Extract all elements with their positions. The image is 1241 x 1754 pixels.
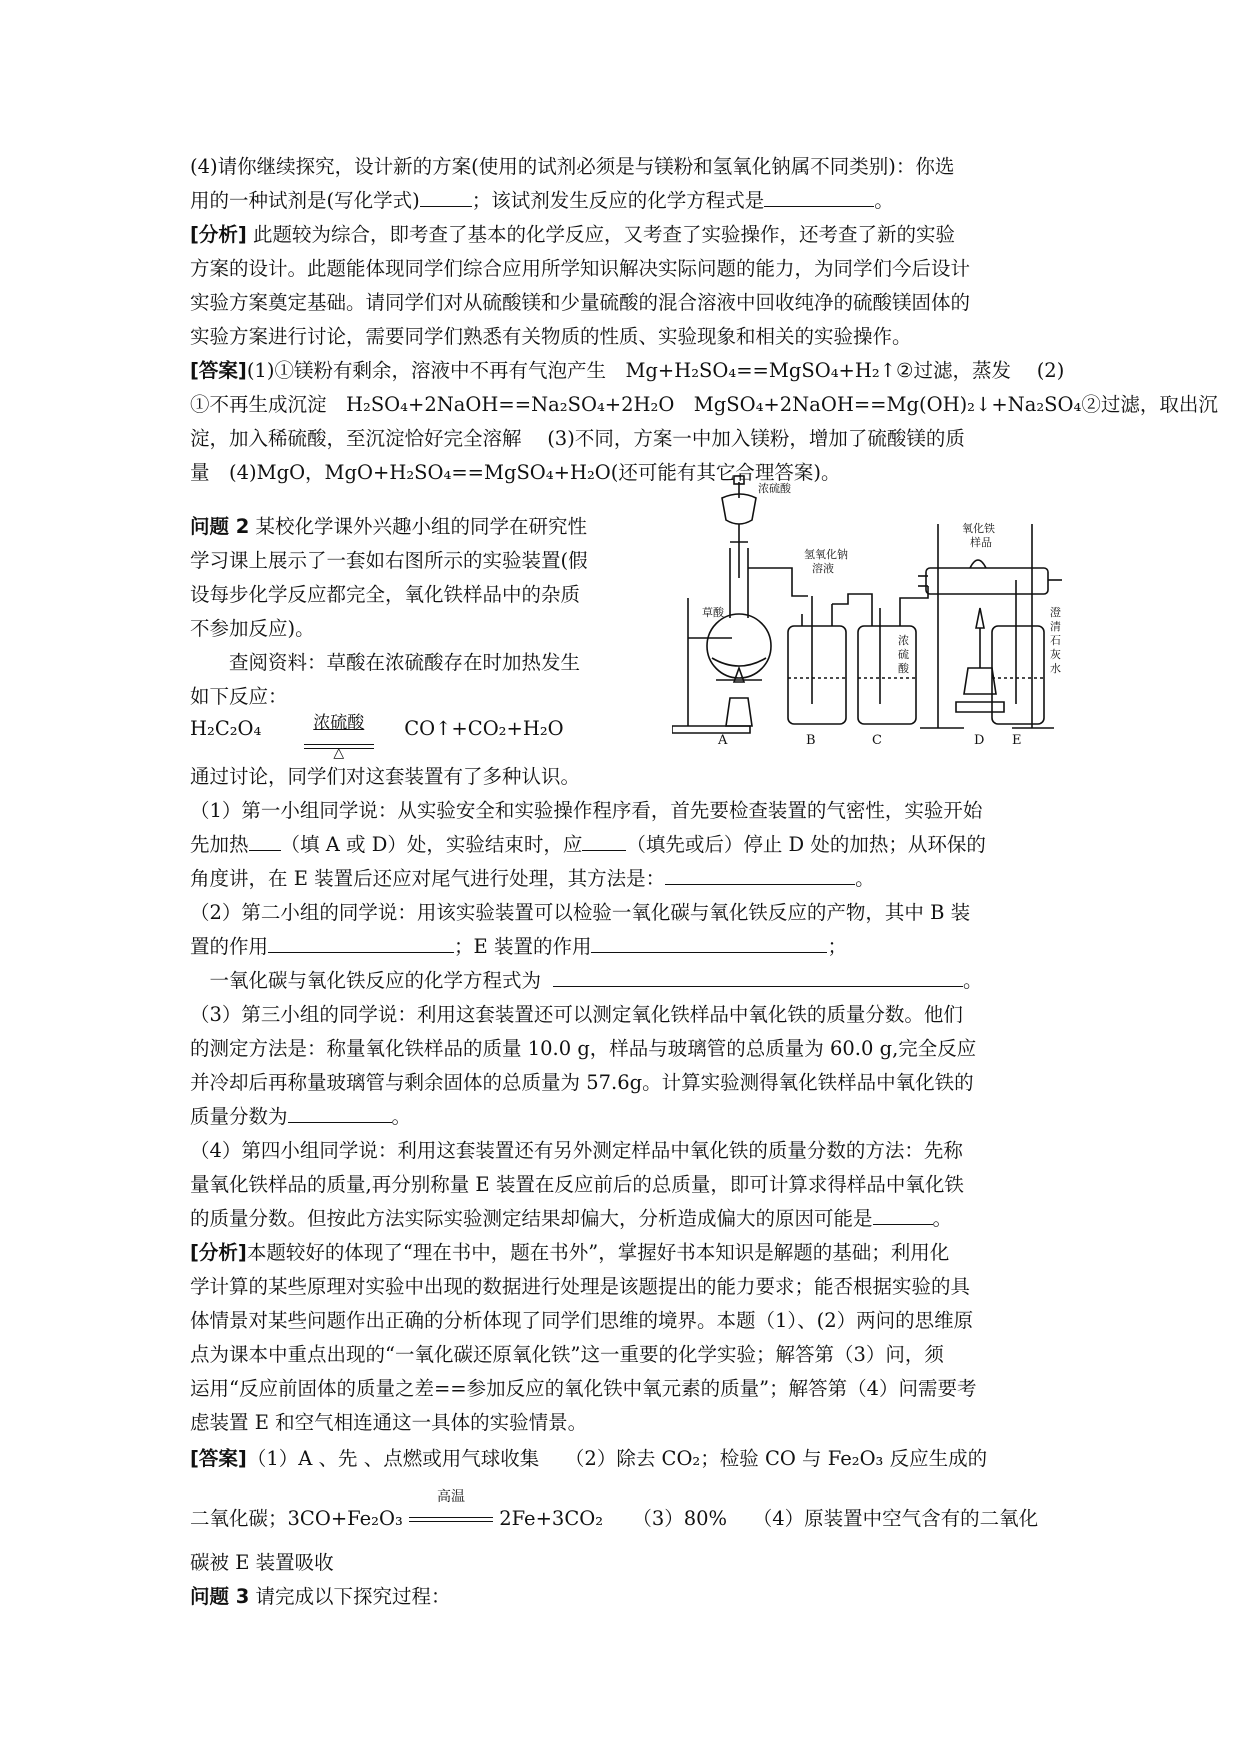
q4-line-1: (4)请你继续探究，设计新的方案(使用的试剂必须是与镁粉和氢氧化钠属不同类别)：你选 <box>190 155 955 178</box>
q2-p1-line-1: （1）第一小组同学说：从实验安全和实验操作程序看，首先要检查装置的气密性，实验开始 <box>190 799 983 822</box>
analysis-1-line-2: 方案的设计。此题能体现同学们综合应用所学知识解决实际问题的能力，为同学们今后设计 <box>190 257 971 280</box>
q2-p2-line-2: 置的作用 ；E 装置的作用 ； <box>190 930 847 964</box>
answer-2-line-1: [答案]（1）A 、先 、点燃或用气球收集 （2）除去 CO₂；检验 CO 与 Fe₂O₃ 反应生成的 <box>190 1447 988 1470</box>
answer-1-line-1: [答案](1)①镁粉有剩余，溶液中不再有气泡产生 Mg+H₂SO₄==MgSO₄+H₂↑②过滤，蒸发 (2) <box>190 359 1065 382</box>
oxalic-equation: H₂C₂O₄ 浓硫酸 △ CO↑+CO₂+H₂O <box>190 713 564 761</box>
label-conc-acid-top: 浓硫酸 <box>758 482 791 495</box>
letter-e: E <box>1012 733 1022 744</box>
answer-2-line-2: 二氧化碳；3CO+Fe₂O₃ 高温 2Fe+3CO₂ （3）80% （4）原装置中空气含有的二氧化 <box>190 1489 1039 1530</box>
label-sample-2: 样品 <box>970 536 992 549</box>
analysis-2-line-4: 点为课本中重点出现的“一氧化碳还原氧化铁”这一重要的化学实验；解答第（3）问，须 <box>190 1343 944 1366</box>
answer-label: [答案] <box>190 359 247 382</box>
apparatus-diagram <box>672 468 1062 744</box>
q2-discuss: 通过讨论，同学们对这套装置有了多种认识。 <box>190 765 581 788</box>
analysis-2-line-2: 学计算的某些原理对实验中出现的数据进行处理是该题提出的能力要求；能否根据实验的具 <box>190 1275 971 1298</box>
q2-p2-line-3: 一氧化碳与氧化铁反应的化学方程式为 。 <box>190 964 983 998</box>
q2-p3-line-4: 质量分数为 。 <box>190 1100 411 1134</box>
letter-d: D <box>974 733 985 744</box>
answer-1-line-2: ①不再生成沉淀 H₂SO₄+2NaOH==Na₂SO₄+2H₂O MgSO₄+2NaOH==Mg(OH)₂↓+Na₂SO₄②过滤，取出沉 <box>190 393 1218 416</box>
q2-p3-line-1: （3）第三小组的同学说：利用这套装置还可以测定氧化铁样品中氧化铁的质量分数。他们 <box>190 1003 963 1026</box>
analysis-2-label: [分析] <box>190 1241 247 1264</box>
label-lime-3: 石 <box>1050 634 1061 647</box>
analysis-2-line-5: 运用“反应前固体的质量之差==参加反应的氧化铁中氧元素的质量”；解答第（4）问需要考 <box>190 1377 977 1400</box>
q2-p2-line-1: （2）第二小组的同学说：用该实验装置可以检验一氧化碳与氧化铁反应的产物，其中 B 装 <box>190 901 971 924</box>
label-sample-1: 氧化铁 <box>962 522 995 535</box>
q2-label: 问题 2 <box>190 515 250 538</box>
label-oxalic: 草酸 <box>702 606 724 619</box>
q2-intro-line-4: 不参加反应)。 <box>190 617 315 640</box>
analysis-1-line-1: [分析] 此题较为综合，即考查了基本的化学反应，又考查了实验操作，还考查了新的实验 <box>190 223 956 246</box>
answer-1-line-3: 淀，加入稀硫酸，至沉淀恰好完全溶解 (3)不同，方案一中加入镁粉，增加了硫酸镁的质 <box>190 427 965 450</box>
q2-intro-line-3: 设每步化学反应都完全，氧化铁样品中的杂质 <box>190 583 581 606</box>
analysis-1-line-3: 实验方案奠定基础。请同学们对从硫酸镁和少量硫酸的混合溶液中回收纯净的硫酸镁固体的 <box>190 291 971 314</box>
analysis-2-line-3: 体情景对某些问题作出正确的分析体现了同学们思维的境界。本题（1）、(2）两问的思维原 <box>190 1309 974 1332</box>
analysis-1-line-4: 实验方案进行讨论，需要同学们熟悉有关物质的性质、实验现象和相关的实验操作。 <box>190 325 912 348</box>
answer-1-line-4: 量 (4)MgO，MgO+H₂SO₄==MgSO₄+H₂O(还可能有其它合理答案)。 <box>190 461 841 484</box>
label-lime-1: 澄 <box>1050 606 1061 619</box>
label-conc-acid-side-2: 硫 <box>898 648 909 661</box>
label-lime-4: 灰 <box>1050 648 1061 661</box>
q2-p1-line-3: 角度讲，在 E 装置后还应对尾气进行处理，其方法是： 。 <box>190 862 875 896</box>
letter-b: B <box>806 733 816 744</box>
q2-ref-line-2: 如下反应： <box>190 685 288 708</box>
label-conc-acid-side-3: 酸 <box>898 662 909 675</box>
label-naoh-2: 溶液 <box>812 562 834 575</box>
q2-intro-line-1: 问题 2 某校化学课外兴趣小组的同学在研究性 <box>190 515 588 538</box>
analysis-2-line-6: 虑装置 E 和空气相连通这一具体的实验情景。 <box>190 1411 588 1434</box>
label-conc-acid-side-1: 浓 <box>898 634 909 647</box>
label-naoh-1: 氢氧化钠 <box>804 548 848 561</box>
q2-p3-line-2: 的测定方法是：称量氧化铁样品的质量 10.0 g，样品与玻璃管的总质量为 60.0 g,完全反应 <box>190 1037 977 1060</box>
q3-heading: 问题 3 请完成以下探究过程： <box>190 1585 451 1608</box>
answer-2-line-3: 碳被 E 装置吸收 <box>190 1551 334 1574</box>
letter-a: A <box>718 733 728 744</box>
analysis-2-line-1: [分析]本题较好的体现了“理在书中，题在书外”，掌握好书本知识是解题的基础；利用化 <box>190 1241 950 1264</box>
letter-c: C <box>872 733 882 744</box>
q2-p4-line-3: 的质量分数。但按此方法实际实验测定结果却偏大，分析造成偏大的原因可能是 。 <box>190 1202 952 1236</box>
label-lime-5: 水 <box>1050 662 1061 675</box>
q3-label: 问题 3 <box>190 1585 250 1608</box>
q2-intro-line-2: 学习课上展示了一套如右图所示的实验装置(假 <box>190 549 588 572</box>
q2-p4-line-1: （4）第四小组同学说：利用这套装置还有另外测定样品中氧化铁的质量分数的方法：先称 <box>190 1139 963 1162</box>
q2-p3-line-3: 并冷却后再称量玻璃管与剩余固体的总质量为 57.6g。计算实验测得氧化铁样品中氧化铁的 <box>190 1071 974 1094</box>
q4-line-2: 用的一种试剂是(写化学式) ；该试剂发生反应的化学方程式是 。 <box>190 184 894 218</box>
q2-p1-line-2: 先加热 （填 A 或 D）处，实验结束时，应 （填先或后）停止 D 处的加热；从环保的 <box>190 828 986 862</box>
q2-ref-line-1: 查阅资料：草酸在浓硫酸存在时加热发生 <box>190 651 581 674</box>
analysis-label: [分析] <box>190 223 247 246</box>
label-lime-2: 清 <box>1050 620 1061 633</box>
q2-p4-line-2: 量氧化铁样品的质量,再分别称量 E 装置在反应前后的总质量，即可计算求得样品中氧化铁 <box>190 1173 964 1196</box>
answer-2-label: [答案] <box>190 1447 247 1470</box>
